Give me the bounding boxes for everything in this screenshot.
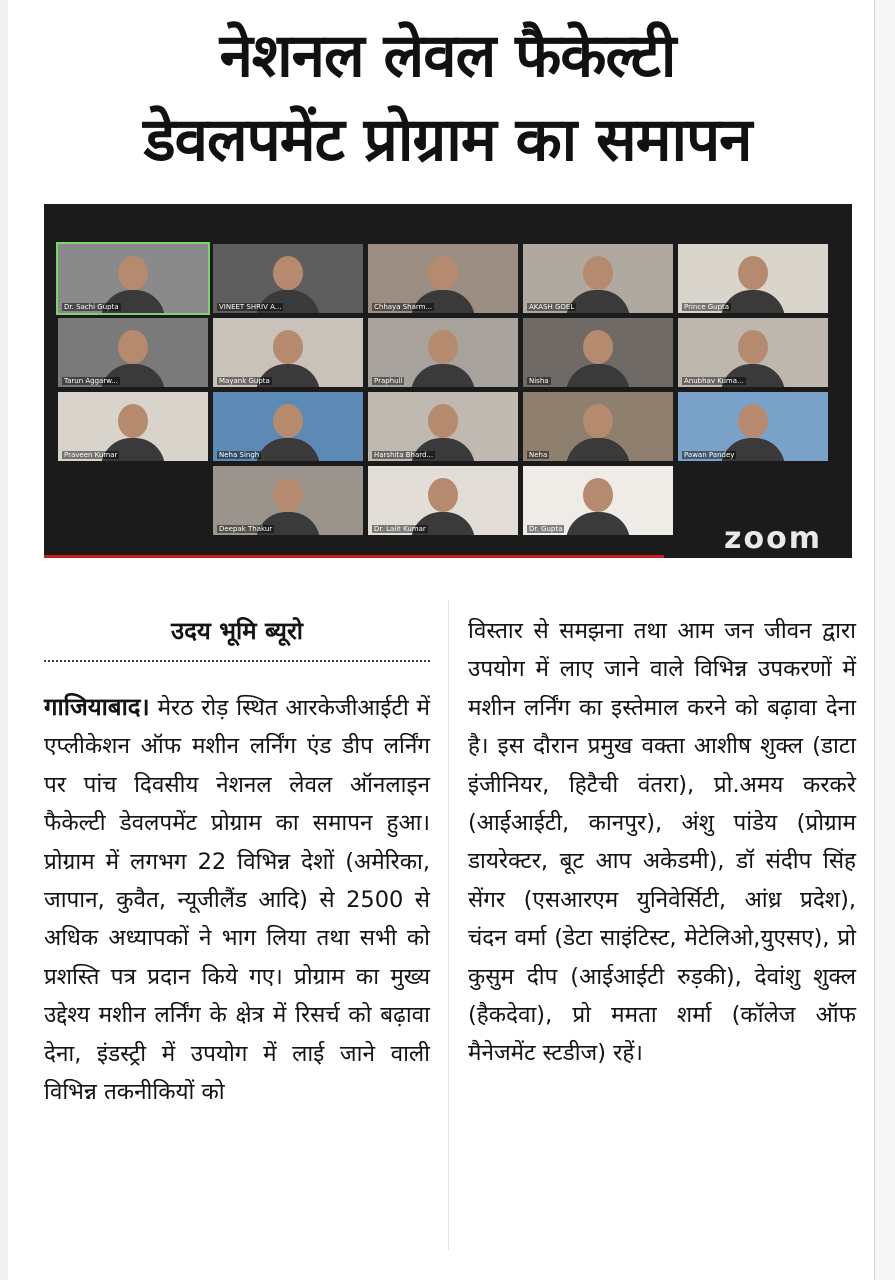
participant-face <box>583 404 613 438</box>
article-column-1 <box>44 688 430 1111</box>
participant-tile <box>523 392 673 461</box>
participant-face <box>118 404 148 438</box>
participant-name: Praveen Kumar <box>64 451 118 459</box>
article-column-2 <box>468 612 856 1073</box>
participant-tile <box>523 466 673 535</box>
participant-face <box>738 404 768 438</box>
participant-face <box>273 256 303 290</box>
page-left-edge <box>0 0 8 1280</box>
participant-name: Chhaya Sharm... <box>374 303 433 311</box>
participant-name: Pawan Pandey <box>684 451 735 459</box>
participant-tile <box>368 466 518 535</box>
participant-face <box>428 478 458 512</box>
zoom-logo: zoom <box>724 521 822 556</box>
adjacent-page-edge <box>874 0 895 1280</box>
participant-face <box>428 330 458 364</box>
participant-tile <box>58 318 208 387</box>
byline: उदय भूमि ब्यूरो <box>171 617 303 645</box>
red-progress-bar <box>44 555 664 558</box>
participant-face <box>428 404 458 438</box>
participant-name: Nisha <box>529 377 549 385</box>
participant-tile <box>678 244 828 313</box>
participant-tile <box>213 318 363 387</box>
byline-dotted-rule <box>44 660 430 662</box>
participant-face <box>738 330 768 364</box>
participant-face <box>583 478 613 512</box>
participant-tile <box>213 392 363 461</box>
article-text-1: मेरठ रोड़ स्थित आरकेजीआईटी में एप्लीकेशन ऑफ मशीन लर्निंग एंड डीप लर्निंग पर पांच दिवसीय नेशनल लेवल ऑनलाइन फैकेल्टी डेवलपमेंट प्रोग्राम का समापन हुआ। प्रोग्राम में लगभग 22 विभिन्न देशों (अमेरिका, जापान, कुवैत, न्यूजीलैंड आदि) से 2500 से अधिक अध्यापकों ने भाग लिया तथा सभी को प्रशस्ति पत्र प्रदान किये गए। प्रोग्राम का मुख्य उद्देश्य मशीन लर्निंग के क्षेत्र में रिसर्च को बढ़ावा देना, इंडस्ट्री में उपयोग में लाई जाने वाली विभिन्न तकनीकियों को <box>44 695 431 1106</box>
participant-name: AKASH GOEL <box>529 303 575 311</box>
participant-face <box>583 256 613 290</box>
participant-name: Dr. Sachi Gupta <box>64 303 119 311</box>
participant-name: VINEET SHRIV A... <box>219 303 282 311</box>
participant-name: Prince Gupta <box>684 303 730 311</box>
participant-tile <box>523 318 673 387</box>
participant-tile <box>213 244 363 313</box>
participant-name: Deepak Thakur <box>219 525 273 533</box>
participant-tile <box>678 318 828 387</box>
participant-tile <box>213 466 363 535</box>
headline-line-2: डेवलपमेंट प्रोग्राम का समापन <box>143 105 752 175</box>
participant-face <box>273 330 303 364</box>
participant-tile <box>368 318 518 387</box>
participant-face <box>273 404 303 438</box>
participant-face <box>273 478 303 512</box>
participant-name: Neha Singh <box>219 451 260 459</box>
participant-tile <box>58 244 208 313</box>
participant-face <box>738 256 768 290</box>
participant-face <box>583 330 613 364</box>
headline-line-1: नेशनल लेवल फैकेल्टी <box>219 21 676 91</box>
participant-tile <box>368 392 518 461</box>
participant-name: Harshita Bhard... <box>374 451 434 459</box>
participant-face <box>118 330 148 364</box>
participant-tile <box>523 244 673 313</box>
participant-face <box>118 256 148 290</box>
dateline: गाजियाबाद। <box>44 693 150 721</box>
participant-name: Praphull <box>374 377 403 385</box>
participant-tile <box>368 244 518 313</box>
column-divider <box>448 600 449 1250</box>
participant-name: Anubhav Kuma... <box>684 377 744 385</box>
participant-name: Mayank Gupta <box>219 377 270 385</box>
participant-name: Tarun Aggarw... <box>64 377 118 385</box>
participant-face <box>428 256 458 290</box>
headline <box>0 14 895 182</box>
participant-name: Dr. Lalit Kumar <box>374 525 426 533</box>
participant-tile <box>58 392 208 461</box>
article-text-2: विस्तार से समझना तथा आम जन जीवन द्वारा उपयोग में लाए जाने वाले विभिन्न उपकरणों में मशीन लर्निंग का इस्तेमाल करने को बढ़ावा देना है। इस दौरान प्रमुख वक्ता आशीष शुक्ल (डाटा इंजीनियर, हिटैची वंतरा), प्रो.अमय करकरे (आईआईटी, कानपुर), अंशु पांडेय (प्रोग्राम डायरेक्टर, बूट आप अकेडमी), डॉ संदीप सिंह सेंगर (एसआरएम युनिवेर्सिटी, आंध्र प्रदेश), चंदन वर्मा (डेटा साइंटिस्ट, मेटेलिओ,युएसए), प्रो कुसुम दीप (आईआईटी रुड़की), देवांशु शुक्ल (हैकदेवा), प्रो ममता शर्मा (कॉलेज ऑफ मैनेजमेंट स्टडीज) रहें। <box>468 618 856 1067</box>
participant-tile <box>678 392 828 461</box>
participant-name: Neha <box>529 451 548 459</box>
participant-name: Dr. Gupta <box>529 525 563 533</box>
zoom-meeting-photo <box>44 204 852 558</box>
